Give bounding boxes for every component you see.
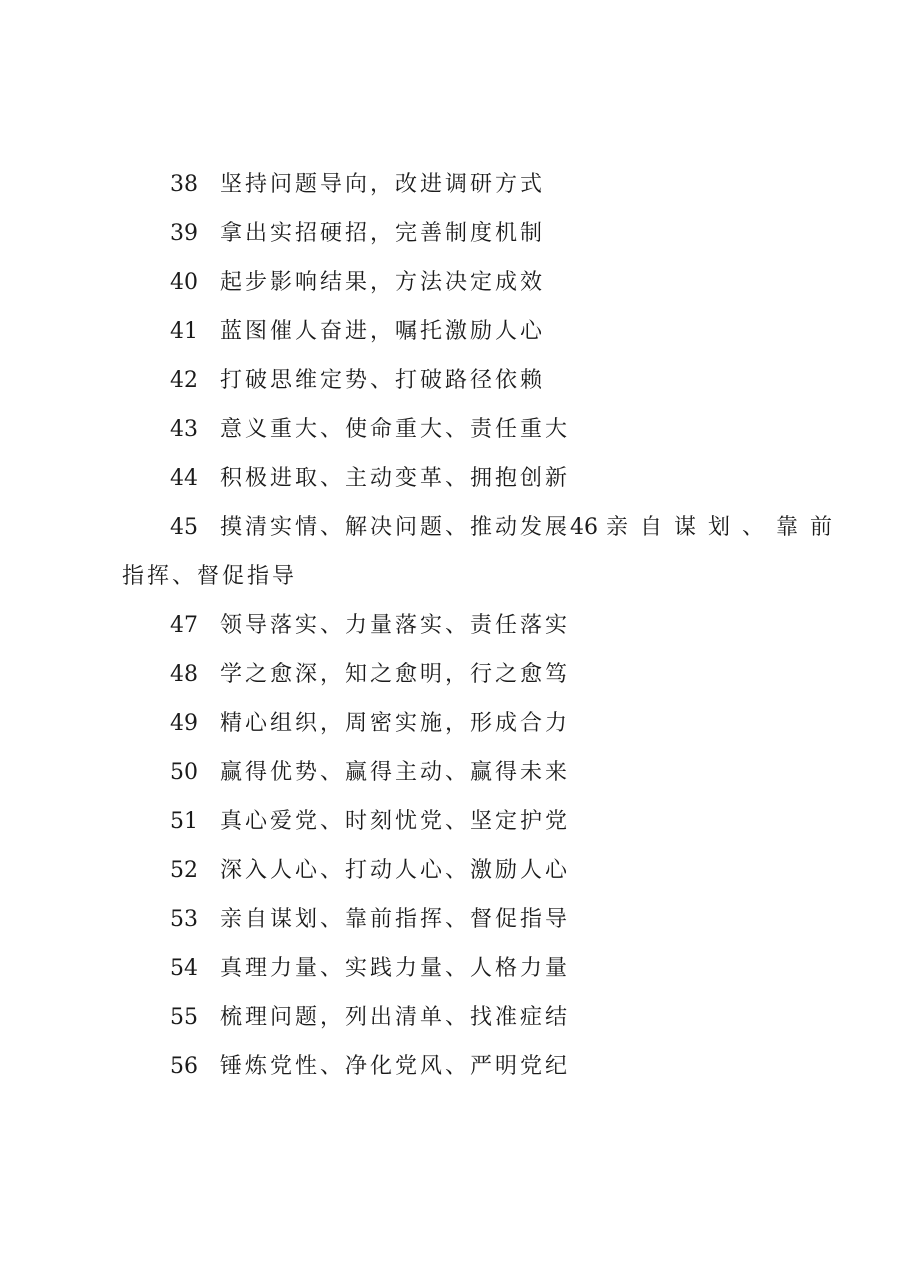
item-number: 41 xyxy=(170,319,198,344)
list-item xyxy=(0,753,909,802)
item-number: 38 xyxy=(170,172,198,197)
list-item xyxy=(0,655,909,704)
item-number: 45 xyxy=(170,515,198,540)
item-text: 打破思维定势、打破路径依赖 xyxy=(220,368,546,393)
list-item xyxy=(0,851,909,900)
item-number: 48 xyxy=(170,662,198,687)
item-text: 拿出实招硬招，完善制度机制 xyxy=(220,221,546,246)
item-number: 42 xyxy=(170,368,198,393)
phrase-list xyxy=(0,165,909,1096)
item-text: 起步影响结果，方法决定成效 xyxy=(220,270,546,295)
item-text: 赢得优势、赢得主动、赢得未来 xyxy=(220,760,571,785)
item-text: 坚持问题导向，改进调研方式 xyxy=(220,172,546,197)
item-text: 积极进取、主动变革、拥抱创新 xyxy=(220,466,571,491)
item-number: 56 xyxy=(170,1054,198,1079)
item-number: 52 xyxy=(170,858,198,883)
list-item xyxy=(0,459,909,508)
item-number: 50 xyxy=(170,760,198,785)
item-number: 39 xyxy=(170,221,198,246)
item-text: 真心爱党、时刻忧党、坚定护党 xyxy=(220,809,571,834)
item-number: 43 xyxy=(170,417,198,442)
list-item-continuation xyxy=(0,557,909,606)
item-number: 55 xyxy=(170,1005,198,1030)
list-item xyxy=(0,214,909,263)
item-text: 真理力量、实践力量、人格力量 xyxy=(220,956,571,981)
list-item xyxy=(0,606,909,655)
item-number: 47 xyxy=(170,613,198,638)
item-text: 精心组织，周密实施，形成合力 xyxy=(220,711,571,736)
list-item xyxy=(0,802,909,851)
item-number: 53 xyxy=(170,907,198,932)
item-number: 49 xyxy=(170,711,198,736)
list-item xyxy=(0,998,909,1047)
item-text: 梳理问题，列出清单、找准症结 xyxy=(220,1005,571,1030)
list-item xyxy=(0,312,909,361)
continuation-text: 指挥、督促指导 xyxy=(122,564,298,589)
list-item xyxy=(0,900,909,949)
item-text: 锤炼党性、净化党风、严明党纪 xyxy=(220,1054,571,1079)
item-number: 40 xyxy=(170,270,198,295)
item-number: 54 xyxy=(170,956,198,981)
item-text: 亲自谋划、靠前指挥、督促指导 xyxy=(220,907,571,932)
list-item xyxy=(0,1047,909,1096)
item-text: 意义重大、使命重大、责任重大 xyxy=(220,417,571,442)
item-text: 学之愈深，知之愈明，行之愈笃 xyxy=(220,662,571,687)
item-text: 蓝图催人奋进，嘱托激励人心 xyxy=(220,319,546,344)
item-text: 摸清实情、解决问题、推动发展 xyxy=(220,515,571,540)
list-item xyxy=(0,704,909,753)
item-text: 领导落实、力量落实、责任落实 xyxy=(220,613,571,638)
item-number: 44 xyxy=(170,466,198,491)
list-item xyxy=(0,949,909,998)
item-number: 51 xyxy=(170,809,198,834)
item-text: 深入人心、打动人心、激励人心 xyxy=(220,858,571,883)
list-item xyxy=(0,361,909,410)
list-item xyxy=(0,165,909,214)
list-item-wrapped xyxy=(0,508,909,557)
list-item xyxy=(0,410,909,459)
inline-item-text: 亲自谋划、靠前 xyxy=(606,515,845,540)
inline-item-number: 46 xyxy=(570,515,599,540)
list-item xyxy=(0,263,909,312)
